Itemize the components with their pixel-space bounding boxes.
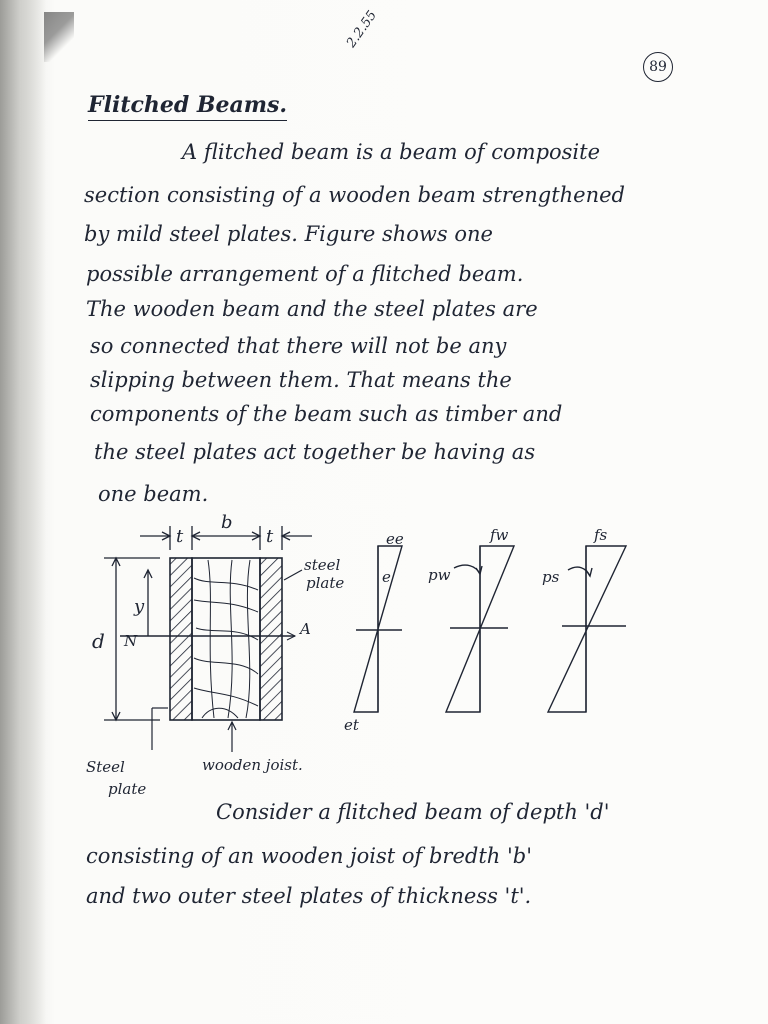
paragraph-line: section consisting of a wooden beam strengthened (84, 183, 625, 207)
left-steel-plate (170, 558, 192, 720)
y-label: y (134, 596, 145, 617)
wooden-joist-label: wooden joist. (202, 756, 303, 774)
wood-stress-side-label: pw (428, 566, 451, 584)
neutral-axis-a: A (300, 620, 311, 638)
steel-stress-side-label: ps (542, 568, 560, 586)
paragraph-line: components of the beam such as timber and (90, 402, 563, 426)
dim-b: b (221, 512, 233, 533)
wood-stress-diagram (446, 546, 514, 712)
paragraph-line: consisting of an wooden joist of bredth 'b' (86, 844, 532, 868)
paragraph-line: The wooden beam and the steel plates are (86, 297, 538, 321)
depth-label: d (92, 629, 105, 653)
page-binding-shadow (0, 0, 46, 1024)
strain-diagram (354, 546, 402, 712)
paragraph-line: Consider a flitched beam of depth 'd' (216, 800, 610, 824)
steel-plate-label-bottom-2: plate (108, 780, 147, 798)
paragraph-line: slipping between them. That means the (90, 368, 512, 392)
flitched-beam-diagram (86, 508, 650, 808)
paragraph-line: and two outer steel plates of thickness 't'. (86, 884, 532, 908)
steel-plate-label-top-2: plate (306, 574, 345, 592)
beam-cross-section (120, 558, 295, 720)
steel-stress-diagram (548, 546, 626, 712)
strain-bottom-label: et (344, 716, 359, 734)
paragraph-line: so connected that there will not be any (90, 334, 507, 358)
steel-stress-top-label: fs (594, 526, 608, 544)
paragraph-line: A flitched beam is a beam of composite (182, 140, 601, 164)
date-stamp: 2.2.55 (344, 8, 381, 51)
dim-t-right: t (266, 526, 274, 547)
right-steel-plate (260, 558, 282, 720)
wood-grain (194, 560, 258, 718)
leader-lines (152, 708, 236, 752)
page-corner-shadow (44, 12, 74, 62)
page-title: Flitched Beams. (88, 92, 287, 121)
paragraph-line: possible arrangement of a flitched beam. (86, 262, 524, 286)
strain-mid-label: e (382, 568, 391, 586)
neutral-axis-n: N (124, 632, 138, 650)
page-number: 89 (643, 52, 673, 82)
paragraph-line: by mild steel plates. Figure shows one (84, 222, 493, 246)
paragraph-line: the steel plates act together be having as (94, 440, 536, 464)
steel-plate-label-top: steel (304, 556, 341, 574)
dim-t-left: t (176, 526, 184, 547)
strain-top-label: ee (386, 530, 404, 548)
wood-stress-top-label: fw (490, 526, 509, 544)
paragraph-line: one beam. (98, 482, 209, 506)
steel-plate-label-bottom: Steel (86, 758, 125, 776)
